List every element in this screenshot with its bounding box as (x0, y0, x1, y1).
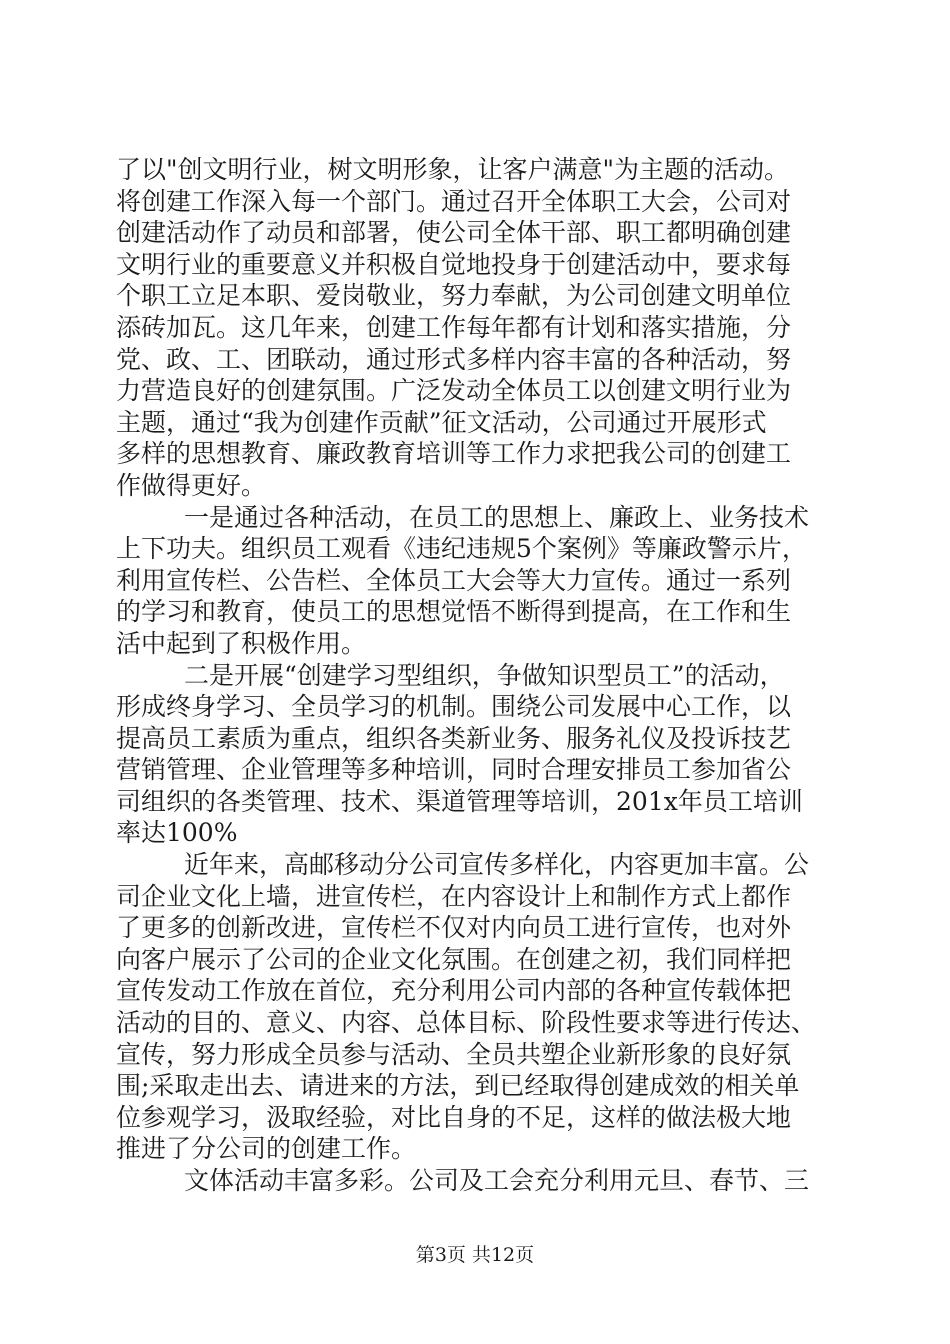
text-line: 作做得更好。 (116, 470, 267, 500)
text-line: 的学习和教育，使员工的思想觉悟不断得到提高，在工作和生 (116, 597, 792, 627)
text-line: 创建活动作了动员和部署，使公司全体干部、职工都明确创建 (116, 218, 792, 248)
text-line: 营销管理、企业管理等多种培训，同时合理安排员工参加省公 (116, 755, 792, 785)
text-line: 个职工立足本职、爱岗敬业，努力奉献，为公司创建文明单位 (116, 281, 792, 311)
text-line: 将创建工作深入每一个部门。通过召开全体职工大会，公司对 (116, 186, 792, 216)
text-line: 司企业文化上墙，进宣传栏，在内容设计上和制作方式上都作 (116, 881, 792, 911)
text-line: 向客户展示了公司的企业文化氛围。在创建之初，我们同样把 (116, 944, 792, 974)
text-line: 形成终身学习、全员学习的机制。围绕公司发展中心工作，以 (116, 692, 792, 722)
page-number-label: 第3页 共12页 (415, 1244, 535, 1266)
text-line: 宣传发动工作放在首位，充分利用公司内部的各种宣传载体把 (116, 976, 792, 1006)
text-line: 党、政、工、团联动，通过形式多样内容丰富的各种活动，努 (116, 344, 792, 374)
text-line: 主题，通过“我为创建作贡献”征文活动，公司通过开展形式 (116, 407, 767, 437)
text-line: 多样的思想教育、廉政教育培训等工作力求把我公司的创建工 (116, 439, 792, 469)
text-line: 添砖加瓦。这几年来，创建工作每年都有计划和落实措施，分 (116, 312, 792, 342)
text-line: 提高员工素质为重点，组织各类新业务、服务礼仪及投诉技艺 (116, 723, 792, 753)
text-line: 推进了分公司的创建工作。 (116, 1134, 417, 1164)
text-line: 文体活动丰富多彩。公司及工会充分利用元旦、春节、三 (184, 1166, 810, 1195)
document-body (116, 154, 836, 1197)
text-line: 一是通过各种活动，在员工的思想上、廉政上、业务技术 (184, 502, 810, 532)
text-line: 了更多的创新改进，宣传栏不仅对内向员工进行宣传，也对外 (116, 913, 792, 943)
text-line: 上下功夫。组织员工观看《违纪违规5个案例》等廉政警示片， (116, 534, 807, 564)
text-line: 围;采取走出去、请进来的方法，到已经取得创建成效的相关单 (116, 1071, 800, 1101)
text-line: 近年来，高邮移动分公司宣传多样化，内容更加丰富。公 (184, 850, 810, 880)
text-line: 了以"创文明行业，树文明形象，让客户满意"为主题的活动。 (116, 155, 790, 184)
text-line: 力营造良好的创建氛围。广泛发动全体员工以创建文明行业为 (116, 376, 792, 406)
text-line: 宣传，努力形成全员参与活动、全员共塑企业新形象的良好氛 (116, 1039, 792, 1069)
text-line: 率达100% (116, 818, 238, 848)
text-line: 文明行业的重要意义并积极自觉地投身于创建活动中，要求每 (116, 249, 792, 279)
text-line: 活动的目的、意义、内容、总体目标、阶段性要求等进行传达、 (116, 1008, 817, 1038)
paragraph (116, 849, 836, 1165)
text-line: 活中起到了积极作用。 (116, 628, 367, 658)
text-line: 二是开展“创建学习型组织，争做知识型员工”的活动， (184, 660, 785, 690)
paragraph (116, 154, 836, 502)
text-line: 司组织的各类管理、技术、渠道管理等培训，201x年员工培训 (116, 786, 803, 816)
paragraph (116, 502, 836, 660)
text-line: 利用宣传栏、公告栏、全体员工大会等大力宣传。通过一系列 (116, 565, 792, 595)
page-footer (0, 1243, 950, 1267)
paragraph (116, 660, 836, 850)
text-line: 位参观学习，汲取经验，对比自身的不足，这样的做法极大地 (116, 1102, 792, 1132)
paragraph (116, 1165, 836, 1197)
